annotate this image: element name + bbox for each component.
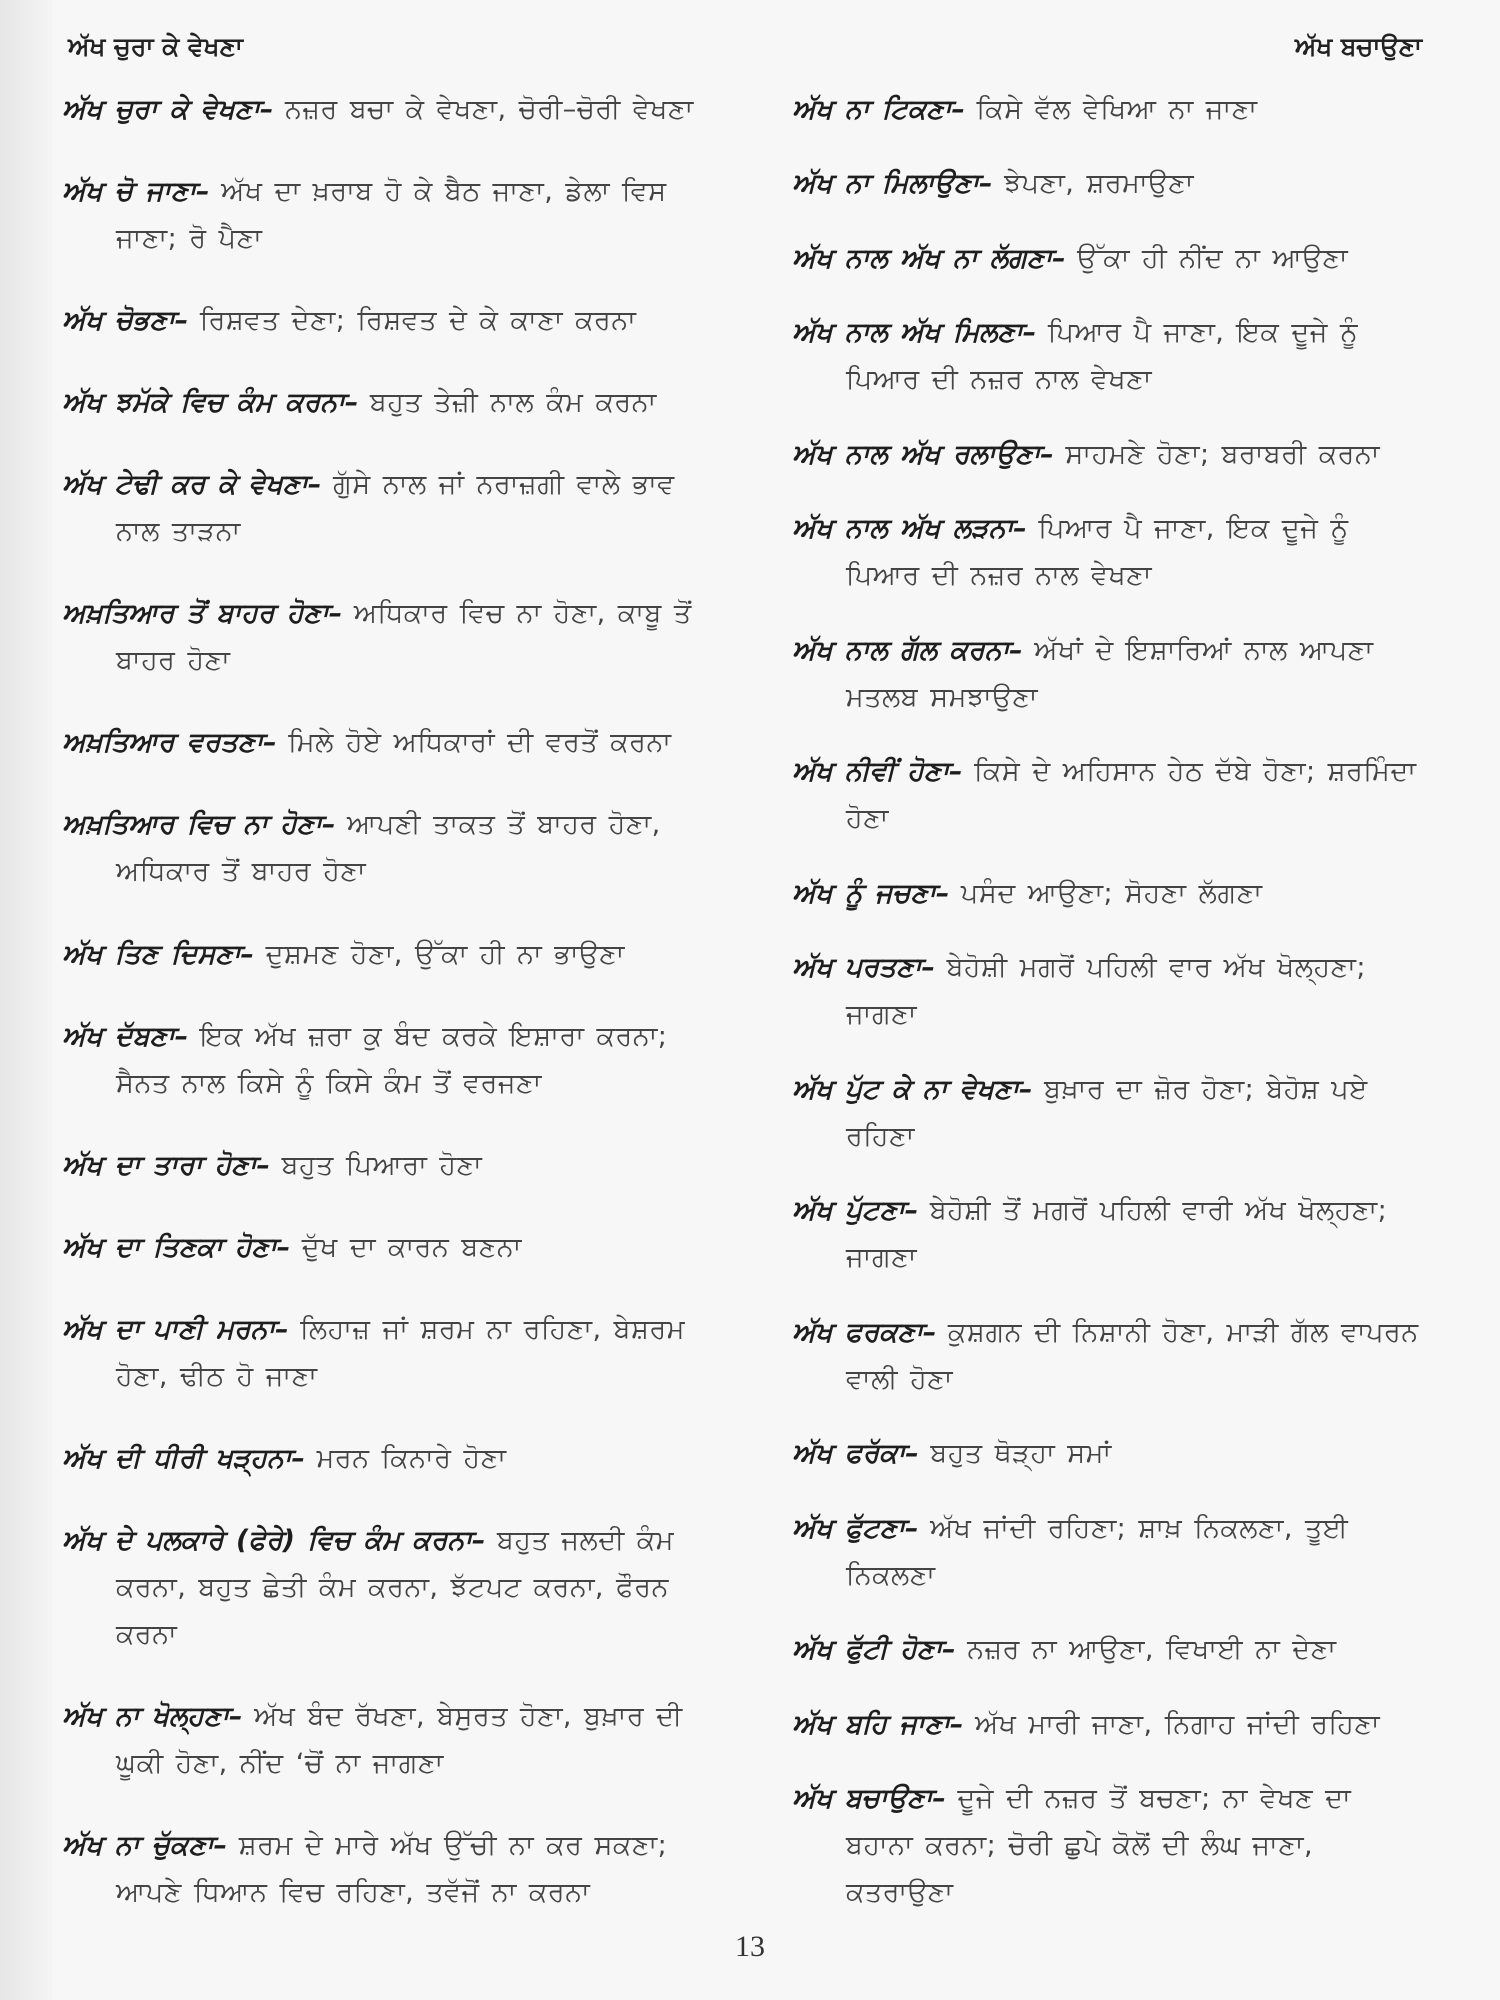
entry-definition: ਸਾਹਮਣੇ ਹੋਣਾ; ਬਰਾਬਰੀ ਕਰਨਾ [1065,438,1380,470]
entry [792,431,1424,478]
entry [792,748,1424,842]
entry-definition: ਪਿਆਰ ਪੈ ਜਾਣਾ, ਇਕ ਦੂਜੇ ਨੂੰ ਪਿਆਰ ਦੀ ਨਜ਼ਰ ਨਾਲ ਵੇਖਣਾ [846,317,1359,396]
entry-definition: ਬਹੁਤ ਤੇਜ਼ੀ ਨਾਲ ਕੰਮ ਕਰਨਾ [369,387,657,419]
entry-headword: ਅਖ਼ਤਿਆਰ ਵਰਤਣਾ– [62,727,277,759]
entry-definition: ਦੁਸ਼ਮਣ ਹੋਣਾ, ਉੱਕਾ ਹੀ ਨਾ ਭਾਉਣਾ [265,938,625,970]
entry-headword: ਅੱਖ ਦਾ ਪਾਣੀ ਮਰਨਾ– [62,1313,289,1345]
entry-definition: ਦੂਜੇ ਦੀ ਨਜ਼ਰ ਤੋਂ ਬਚਣਾ; ਨਾ ਵੇਖਣ ਦਾ ਬਹਾਨਾ ਕਰਨਾ; ਚੋਰੀ ਛੁਪੇ ਕੋਲੋਂ ਦੀ ਲੰਘ ਜਾਣਾ, ਕਤਰਾਉਣਾ [846,1782,1352,1908]
entry [792,1775,1424,1916]
entry-definition: ਗੁੱਸੇ ਨਾਲ ਜਾਂ ਨਰਾਜ਼ਗੀ ਵਾਲੇ ਭਾਵ ਨਾਲ ਤਾੜਨਾ [116,469,675,548]
entry-headword: ਅੱਖ ਝਮੱਕੇ ਵਿਚ ਕੰਮ ਕਰਨਾ– [62,387,359,419]
entry-headword: ਅੱਖ ਦੱਬਣਾ– [62,1020,189,1052]
entry [792,309,1424,403]
entry [792,1505,1424,1599]
entry [792,1626,1424,1673]
entry-headword: ਅੱਖ ਫੁੱਟੀ ਹੋਣਾ– [792,1634,956,1666]
entry [792,235,1424,282]
entry [62,1435,698,1482]
entry [62,86,698,133]
entry-definition: ਨਜ਼ਰ ਬਚਾ ਕੇ ਵੇਖਣਾ, ਚੋਰੀ–ਚੋਰੀ ਵੇਖਣਾ [285,94,694,125]
entry-headword: ਅੱਖ ਨਾਲ ਗੱਲ ਕਰਨਾ– [792,634,1023,666]
entry [62,461,698,555]
entry [792,1309,1424,1403]
entry-definition: ਅੱਖ ਬੰਦ ਰੱਖਣਾ, ਬੇਸੁਰਤ ਹੋਣਾ, ਬੁਖ਼ਾਰ ਦੀ ਘੂਕੀ ਹੋਣਾ, ਨੀਂਦ ‘ਚੋਂ ਨਾ ਜਾਗਣਾ [116,1700,683,1779]
entry [62,1693,698,1787]
entry [62,719,698,766]
entry-headword: ਅੱਖ ਚੋ ਜਾਣਾ– [62,176,210,208]
entry-headword: ਅੱਖ ਨਾਲ ਅੱਖ ਮਿਲਣਾ– [792,317,1037,349]
entry-headword: ਅੱਖ ਨਾਲ ਅੱਖ ਨਾ ਲੱਗਣਾ– [792,242,1066,274]
entry-headword: ਅੱਖ ਨਾਲ ਅੱਖ ਰਲਾਉਣਾ– [792,438,1054,470]
entry [792,1430,1424,1477]
entry-definition: ਕੁਸ਼ਗਨ ਦੀ ਨਿਸ਼ਾਨੀ ਹੋਣਾ, ਮਾੜੀ ਗੱਲ ਵਾਪਰਨ ਵਾਲੀ ਹੋਣਾ [846,1316,1419,1395]
entry-definition: ਅਧਿਕਾਰ ਵਿਚ ਨਾ ਹੋਣਾ, ਕਾਬੂ ਤੋਂ ਬਾਹਰ ਹੋਣਾ [116,598,692,677]
entry-definition: ਕਿਸੇ ਦੇ ਅਹਿਸਾਨ ਹੇਠ ਦੱਬੇ ਹੋਣਾ; ਸ਼ਰਮਿੰਦਾ ਹੋਣਾ [846,756,1417,835]
entry-headword: ਅੱਖ ਫੁੱਟਣਾ– [792,1512,919,1544]
entry-definition: ਬੇਹੋਸ਼ੀ ਤੋਂ ਮਗਰੋਂ ਪਹਿਲੀ ਵਾਰੀ ਅੱਖ ਖੋਲ੍ਹਣਾ; ਜਾਗਣਾ [846,1195,1388,1274]
entry-definition: ਸ਼ਰਮ ਦੇ ਮਾਰੇ ਅੱਖ ਉੱਚੀ ਨਾ ਕਰ ਸਕਣਾ; ਆਪਣੇ ਧਿਆਨ ਵਿਚ ਰਹਿਣਾ, ਤਵੱਜੋਂ ਨਾ ਕਰਨਾ [116,1830,668,1908]
entry-definition: ਅੱਖਾਂ ਦੇ ਇਸ਼ਾਰਿਆਂ ਨਾਲ ਆਪਣਾ ਮਤਲਬ ਸਮਝਾਉਣਾ [846,634,1374,713]
entry-headword: ਅੱਖ ਨੀਵੀਂ ਹੋਣਾ– [792,756,963,788]
entry [792,1187,1424,1281]
entry-headword: ਅੱਖ ਦਾ ਤਿਣਕਾ ਹੋਣਾ– [62,1231,291,1263]
entry [62,931,698,978]
entry-definition: ਬੁਖ਼ਾਰ ਦਾ ਜ਼ੋਰ ਹੋਣਾ; ਬੇਹੋਸ਼ ਪਏ ਰਹਿਣਾ [846,1073,1368,1152]
entry-definition: ਲਿਹਾਜ਼ ਜਾਂ ਸ਼ਰਮ ਨਾ ਰਹਿਣਾ, ਬੇਸ਼ਰਮ ਹੋਣਾ, ਢੀਠ ਹੋ ਜਾਣਾ [116,1313,686,1392]
entry-definition: ਅੱਖ ਦਾ ਖ਼ਰਾਬ ਹੋ ਕੇ ਬੈਠ ਜਾਣਾ, ਡੇਲਾ ਵਿਸ ਜਾਣਾ; ਰੋ ਪੈਣਾ [116,176,667,255]
entry [62,1224,698,1271]
page-number: 13 [735,1930,765,1963]
entry [62,379,698,426]
entry-headword: ਅੱਖ ਪੁੱਟਣਾ– [792,1195,919,1227]
entry-headword: ਅੱਖ ਪੁੱਟ ਕੇ ਨਾ ਵੇਖਣਾ– [792,1073,1033,1105]
entry-headword: ਅਖ਼ਤਿਆਰ ਵਿਚ ਨਾ ਹੋਣਾ– [62,809,336,841]
entry-definition: ਉੱਕਾ ਹੀ ਨੀਂਦ ਨਾ ਆਉਣਾ [1077,242,1349,274]
entry-headword: ਅੱਖ ਪਰਤਣਾ– [792,952,935,984]
entry-definition: ਰਿਸ਼ਵਤ ਦੇਣਾ; ਰਿਸ਼ਵਤ ਦੇ ਕੇ ਕਾਣਾ ਕਰਨਾ [199,305,637,337]
entry-definition: ਬਹੁਤ ਪਿਆਰਾ ਹੋਣਾ [281,1149,483,1181]
entry-headword: ਅੱਖ ਚੁਰਾ ਕੇ ਵੇਖਣਾ– [62,94,274,125]
binding-shadow [0,0,52,2000]
entry [792,870,1424,917]
entry [792,1066,1424,1160]
entry-headword: ਅੱਖ ਚੋਭਣਾ– [62,305,189,337]
entry-headword: ਅੱਖ ਨਾਲ ਅੱਖ ਲੜਨਾ– [792,513,1027,545]
entry [792,627,1424,721]
entry-definition: ਬੇਹੋਸ਼ੀ ਮਗਰੋਂ ਪਹਿਲੀ ਵਾਰ ਅੱਖ ਖੋਲ੍ਹਣਾ; ਜਾਗਣਾ [846,952,1366,1031]
entry-headword: ਅੱਖ ਨਾ ਚੁੱਕਣਾ– [62,1830,228,1861]
entry [62,1517,698,1658]
entry [792,86,1424,133]
entry [792,1701,1424,1748]
entry [62,168,698,262]
entry [62,297,698,344]
entry [62,1013,698,1107]
entry-definition: ਝੇਪਣਾ, ਸ਼ਰਮਾਉਣਾ [1004,168,1194,200]
entry-headword: ਅੱਖ ਨਾ ਖੋਲ੍ਹਣਾ– [62,1700,243,1732]
entry-definition: ਪਿਆਰ ਪੈ ਜਾਣਾ, ਇਕ ਦੂਜੇ ਨੂੰ ਪਿਆਰ ਦੀ ਨਜ਼ਰ ਨਾਲ ਵੇਖਣਾ [846,513,1349,592]
entry [792,505,1424,599]
entry [62,1142,698,1189]
entry-definition: ਪਸੰਦ ਆਉਣਾ; ਸੋਹਣਾ ਲੱਗਣਾ [960,877,1263,909]
entry-definition: ਕਿਸੇ ਵੱਲ ਵੇਖਿਆ ਨਾ ਜਾਣਾ [976,94,1258,125]
running-head-left: ਅੱਖ ਚੁਰਾ ਕੇ ਵੇਖਣਾ [68,32,243,61]
entry-headword: ਅੱਖ ਟੇਢੀ ਕਰ ਕੇ ਵੇਖਣਾ– [62,469,322,501]
entry-definition: ਆਪਣੀ ਤਾਕਤ ਤੋਂ ਬਾਹਰ ਹੋਣਾ, ਅਧਿਕਾਰ ਤੋਂ ਬਾਹਰ ਹੋਣਾ [116,809,661,888]
entry [62,590,698,684]
entry-headword: ਅੱਖ ਬਚਾਉਣਾ– [792,1782,946,1814]
entry-definition: ਦੁੱਖ ਦਾ ਕਾਰਨ ਬਣਨਾ [301,1231,522,1263]
entry [62,1306,698,1400]
entry-headword: ਅੱਖ ਨੂੰ ਜਚਣਾ– [792,877,950,909]
entry-definition: ਅੱਖ ਮਾਰੀ ਜਾਣਾ, ਨਿਗਾਹ ਜਾਂਦੀ ਰਹਿਣਾ [975,1708,1381,1740]
left-column [62,86,698,1916]
entry-headword: ਅੱਖ ਤਿਣ ਦਿਸਣਾ– [62,938,255,970]
entry-headword: ਅੱਖ ਫਰੱਕਾ– [792,1438,919,1470]
entry [792,160,1424,207]
right-column [792,86,1424,1916]
entry-definition: ਮਿਲੇ ਹੋਏ ਅਧਿਕਾਰਾਂ ਦੀ ਵਰਤੋਂ ਕਰਨਾ [288,727,672,759]
entry-definition: ਨਜ਼ਰ ਨਾ ਆਉਣਾ, ਵਿਖਾਈ ਨਾ ਦੇਣਾ [967,1634,1337,1666]
entry-headword: ਅਖ਼ਤਿਆਰ ਤੋਂ ਬਾਹਰ ਹੋਣਾ– [62,598,343,630]
running-head-right: ਅੱਖ ਬਚਾਉਣਾ [1294,32,1422,61]
entry [792,944,1424,1038]
entry-headword: ਅੱਖ ਫਰਕਣਾ– [792,1316,937,1348]
entry-definition: ਮਰਨ ਕਿਨਾਰੇ ਹੋਣਾ [316,1442,507,1474]
entry-headword: ਅੱਖ ਨਾ ਟਿਕਣਾ– [792,94,965,125]
entry-headword: ਅੱਖ ਦਾ ਤਾਰਾ ਹੋਣਾ– [62,1149,270,1181]
entry-definition: ਅੱਖ ਜਾਂਦੀ ਰਹਿਣਾ; ਸ਼ਾਖ਼ ਨਿਕਲਣਾ, ਤੂਈ ਨਿਕਲਣਾ [846,1512,1349,1591]
entry-definition: ਬਹੁਤ ਜਲਦੀ ਕੰਮ ਕਰਨਾ, ਬਹੁਤ ਛੇਤੀ ਕੰਮ ਕਰਨਾ, ਝੱਟਪਟ ਕਰਨਾ, ਫੌਰਨ ਕਰਨਾ [116,1524,674,1650]
entry-headword: ਅੱਖ ਦੀ ਧੀਰੀ ਖੜ੍ਹਨਾ– [62,1442,305,1474]
entry-headword: ਅੱਖ ਬਹਿ ਜਾਣਾ– [792,1708,964,1740]
entry-headword: ਅੱਖ ਨਾ ਮਿਲਾਉਣਾ– [792,168,993,200]
entry-definition: ਬਹੁਤ ਥੋੜ੍ਹਾ ਸਮਾਂ [930,1438,1112,1470]
entry-headword: ਅੱਖ ਦੇ ਪਲਕਾਰੇ (ਫੇਰੇ) ਵਿਚ ਕੰਮ ਕਰਨਾ– [62,1524,486,1556]
entry-definition: ਇਕ ਅੱਖ ਜ਼ਰਾ ਕੁ ਬੰਦ ਕਰਕੇ ਇਸ਼ਾਰਾ ਕਰਨਾ; ਸੈਨਤ ਨਾਲ ਕਿਸੇ ਨੂੰ ਕਿਸੇ ਕੰਮ ਤੋਂ ਵਰਜਣਾ [116,1020,668,1099]
entry [62,1822,698,1916]
entry [62,801,698,895]
